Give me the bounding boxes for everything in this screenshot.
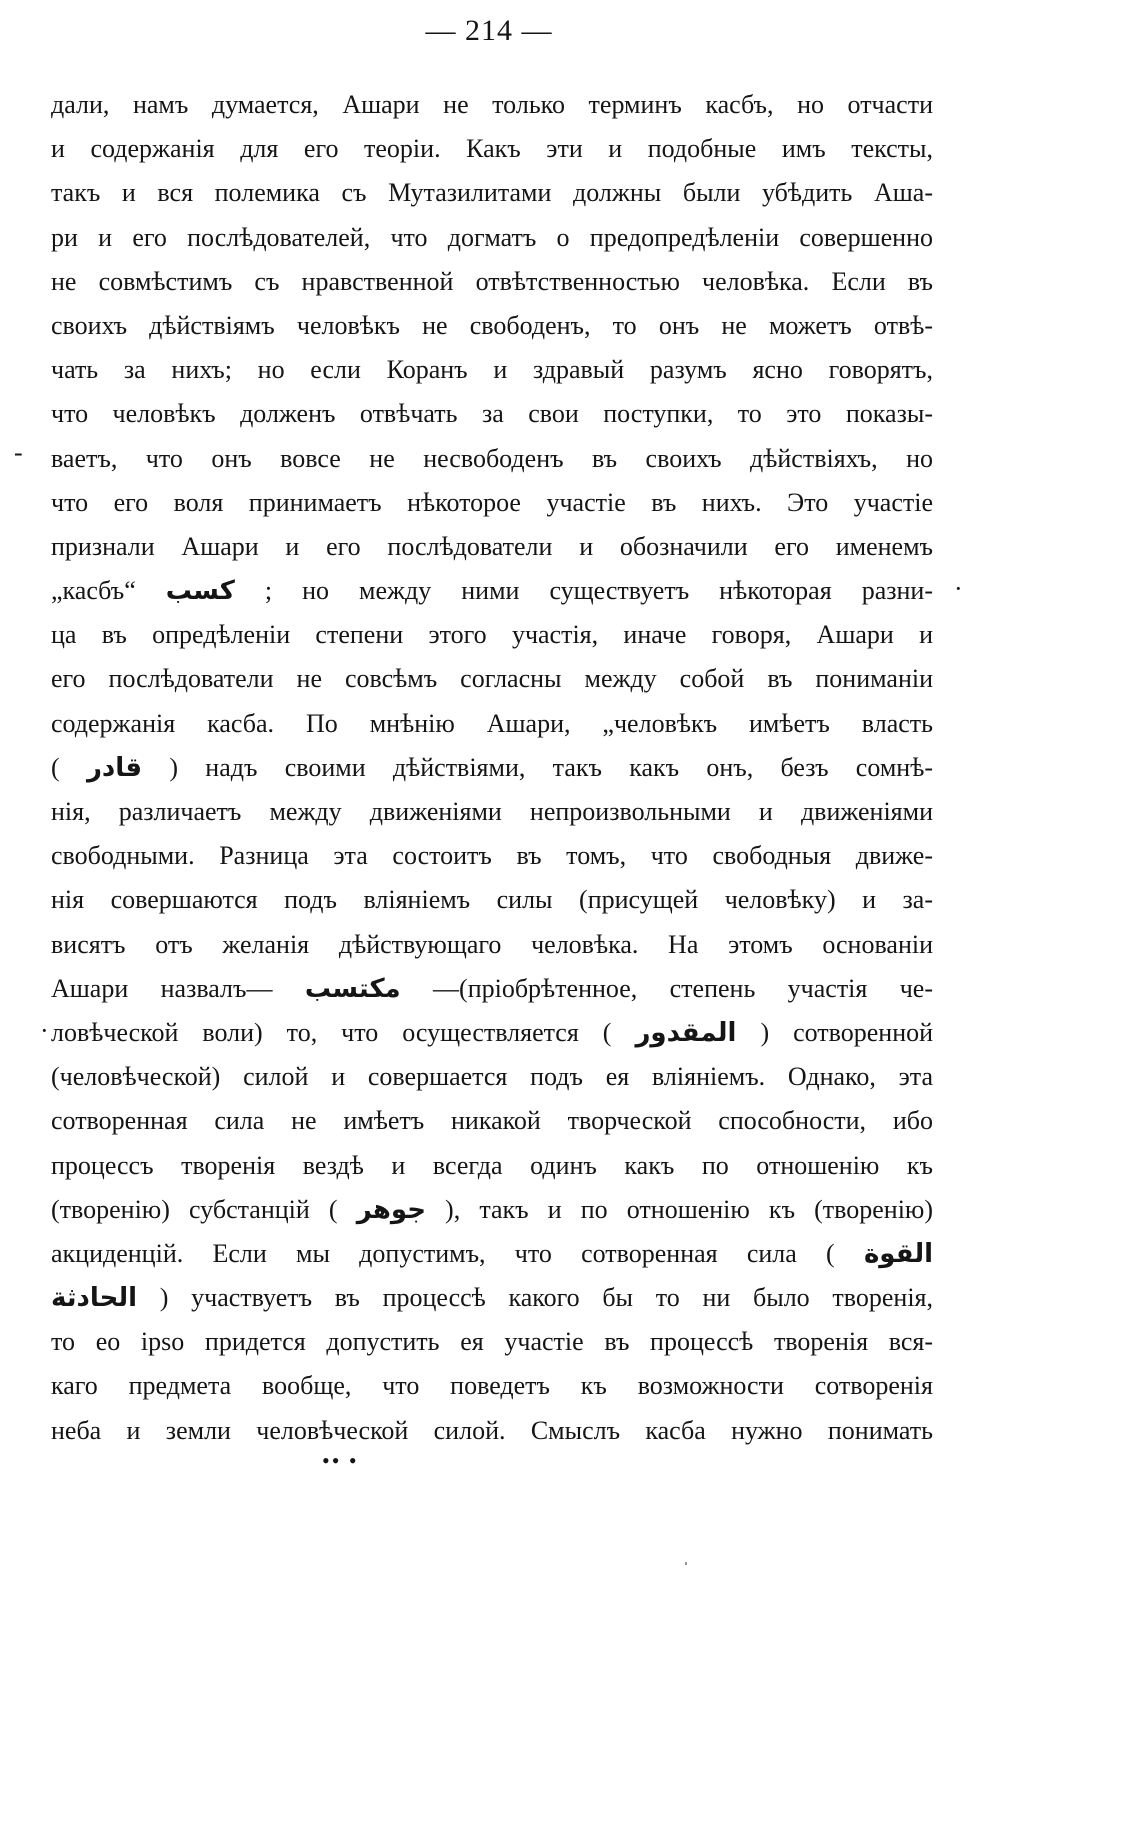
text-fragment: Ашари назвалъ—: [51, 973, 273, 1003]
text-line: признали Ашари и его послѣдователи и обозначили его именемъ: [51, 531, 933, 561]
text-line: свободными. Разница эта состоитъ въ томъ, что свободныя движе-: [51, 841, 933, 871]
arabic-term-kasb: كسب: [165, 576, 235, 607]
text-line-qadir: [51, 746, 933, 790]
text-line-kasb: [51, 569, 933, 613]
stray-mark: ˌ: [683, 1545, 689, 1565]
text-fragment: (: [51, 752, 60, 782]
text-line-muktasab: [51, 967, 933, 1011]
body-text: [51, 83, 933, 1453]
text-line: чать за нихъ; но если Коранъ и здравый разумъ ясно говорятъ,: [51, 355, 933, 385]
text-line: (человѣческой) силой и совершается подъ ея вліяніемъ. Однако, эта: [51, 1062, 933, 1092]
text-fragment: ; но между ними существуетъ нѣкоторая разни-: [264, 576, 933, 606]
text-fragment: (творенію) субстанцій (: [51, 1194, 338, 1224]
text-line: что его воля принимаетъ нѣкоторое участіе въ нихъ. Это участіе: [51, 487, 933, 517]
text-line: процессъ творенія вездѣ и всегда одинъ какъ по отношенію къ: [51, 1150, 933, 1180]
arabic-term-haditha: الحادثة: [51, 1283, 138, 1314]
arabic-term-quwwa: القوة: [863, 1238, 933, 1269]
text-fragment: ) участвуетъ въ процессѣ какого бы то ни было творенія,: [159, 1283, 933, 1313]
page-number: — 214 —: [425, 14, 553, 47]
text-line: каго предмета вообще, что поведетъ къ возможности сотворенія: [51, 1371, 933, 1401]
text-line-haditha: [51, 1276, 933, 1320]
arabic-term-maqdur: المقدور: [635, 1017, 737, 1048]
text-fragment: ) надъ своими дѣйствіями, такъ какъ онъ, безъ сомнѣ-: [169, 752, 933, 782]
arabic-term-jawhar: جوهر: [356, 1194, 426, 1225]
text-line: то ео ipso придется допустить ея участіе въ процессѣ творенія вся-: [51, 1327, 933, 1357]
text-line: ца въ опредѣленіи степени этого участія, иначе говоря, Ашари и: [51, 620, 933, 650]
text-line: дали, намъ думается, Ашари не только терминъ касбъ, но отчасти: [51, 90, 933, 119]
arabic-term-qadir: قادر: [86, 752, 143, 783]
text-line: висятъ отъ желанія дѣйствующаго человѣка. На этомъ основаніи: [51, 929, 933, 959]
text-fragment: ) сотворенной: [760, 1017, 933, 1047]
text-line-jawhar: [51, 1188, 933, 1232]
footer-ornament: •• •: [322, 1448, 359, 1473]
text-fragment: „касбъ“: [51, 576, 136, 606]
text-line: содержанія касба. По мнѣнію Ашари, „человѣкъ имѣетъ власть: [51, 708, 933, 738]
text-line-quwwa: [51, 1232, 933, 1276]
text-fragment: ловѣческой воли) то, что осуществляется (: [51, 1017, 612, 1047]
text-line: его послѣдователи не совсѣмъ согласны между собой въ пониманіи: [51, 664, 933, 694]
text-line: такъ и вся полемика съ Мутазилитами должны были убѣдить Аша-: [51, 178, 933, 208]
text-line: не совмѣстимъ съ нравственной отвѣтственностью человѣка. Если въ: [51, 266, 933, 296]
text-fragment: акциденцій. Если мы допустимъ, что сотворенная сила (: [51, 1238, 835, 1268]
text-line: ри и его послѣдователей, что догматъ о предопредѣленіи совершенно: [51, 222, 933, 252]
text-line-maqdur: [51, 1011, 933, 1055]
text-fragment: ), такъ и по отношенію къ (творенію): [445, 1194, 933, 1224]
text-line: нія совершаются подъ вліяніемъ силы (присущей человѣку) и за-: [51, 885, 933, 915]
text-line: и содержанія для его теоріи. Какъ эти и подобные имъ тексты,: [51, 134, 933, 164]
arabic-term-muktasab: مكتسب: [304, 973, 401, 1004]
text-line: своихъ дѣйствіямъ человѣкъ не свободенъ, то онъ не можетъ отвѣ-: [51, 310, 933, 340]
text-line: нія, различаетъ между движеніями непроизвольными и движеніями: [51, 797, 933, 826]
margin-mark: ·: [40, 1016, 49, 1045]
text-fragment: —(пріобрѣтенное, степень участія че-: [433, 973, 933, 1003]
text-line: что человѣкъ долженъ отвѣчать за свои поступки, то это показы-: [51, 399, 933, 429]
margin-mark: ·: [954, 574, 963, 603]
margin-mark: -: [14, 438, 23, 467]
text-line: неба и земли человѣческой силой. Смыслъ касба нужно понимать: [51, 1415, 933, 1445]
text-line: сотворенная сила не имѣетъ никакой творческой способности, ибо: [51, 1106, 933, 1136]
text-line: ваетъ, что онъ вовсе не несвободенъ въ своихъ дѣйствіяхъ, но: [51, 443, 933, 473]
